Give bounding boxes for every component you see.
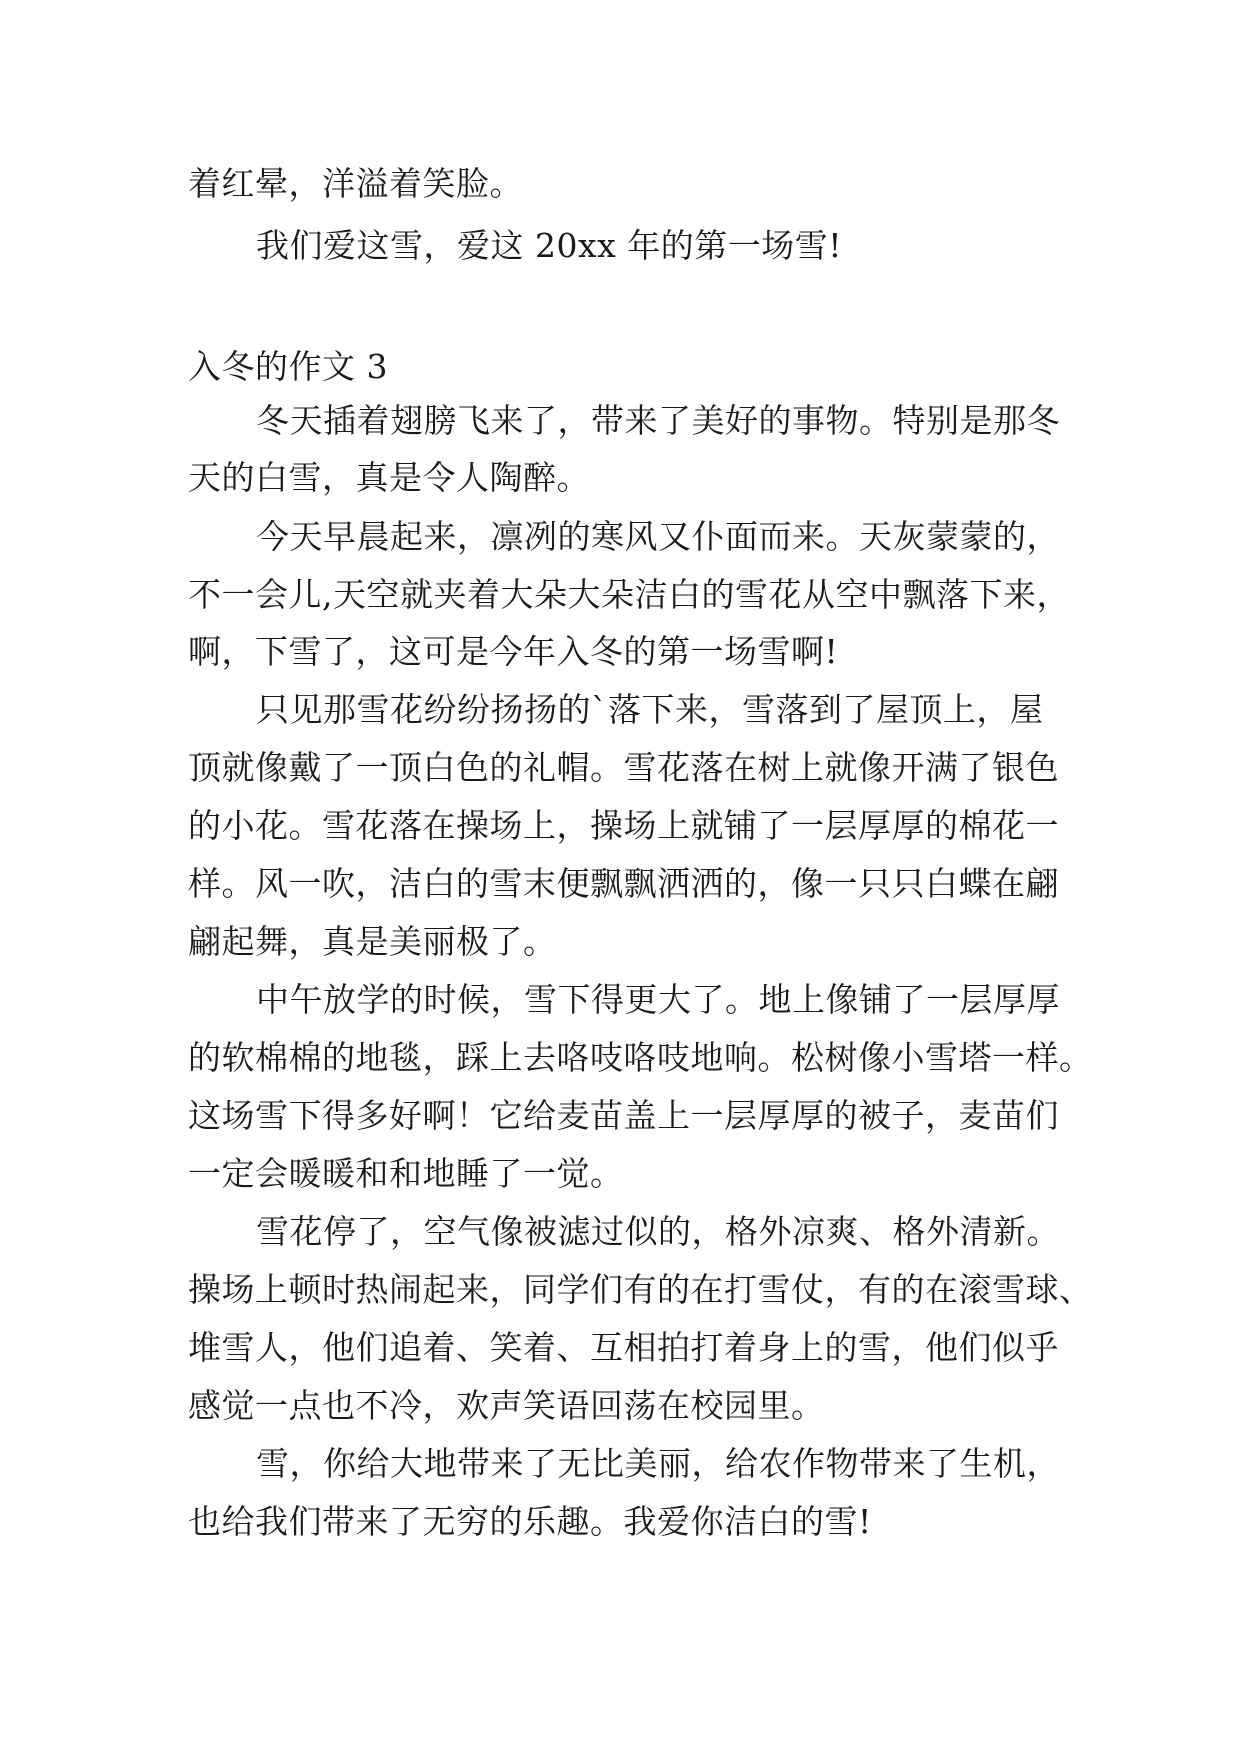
paragraph-line: 堆雪人，他们追着、笑着、互相拍打着身上的雪，他们似乎 [188,1328,1059,1367]
paragraph-line: 这场雪下得多好啊！它给麦苗盖上一层厚厚的被子，麦苗们 [188,1096,1059,1135]
paragraph-line: 样。风一吹，洁白的雪末便飘飘洒洒的，像一只只白蝶在翩 [188,864,1059,903]
paragraph-line: 只见那雪花纷纷扬扬的`落下来，雪落到了屋顶上，屋 [256,690,1044,729]
paragraph-line: 啊，下雪了，这可是今年入冬的第一场雪啊! [188,632,839,671]
section-title: 入冬的作文 3 [188,347,388,386]
paragraph-line: 雪，你给大地带来了无比美丽，给农作物带来了生机， [256,1444,1060,1483]
paragraph-line: 的软棉棉的地毯，踩上去咯吱咯吱地响。松树像小雪塔一样。 [188,1038,1093,1077]
paragraph-line: 天的白雪，真是令人陶醉。 [188,458,590,497]
paragraph-line: 今天早晨起来，凛冽的寒风又仆面而来。天灰蒙蒙的， [256,517,1060,556]
paragraph-line: 冬天插着翅膀飞来了，带来了美好的事物。特别是那冬 [256,401,1060,440]
paragraph-line: 一定会暖暖和和地睡了一觉。 [188,1154,624,1193]
paragraph-line: 也给我们带来了无穷的乐趣。我爱你洁白的雪! [188,1502,872,1541]
paragraph-line: 操场上顿时热闹起来，同学们有的在打雪仗，有的在滚雪球、 [188,1270,1093,1309]
paragraph-line: 雪花停了，空气像被滤过似的，格外凉爽、格外清新。 [256,1212,1060,1251]
paragraph-line: 翩起舞，真是美丽极了。 [188,922,557,961]
paragraph-line: 不一会儿,天空就夹着大朵大朵洁白的雪花从空中飘落下来， [188,575,1070,614]
paragraph-line: 中午放学的时候，雪下得更大了。地上像铺了一层厚厚 [256,980,1060,1019]
paragraph-line: 顶就像戴了一顶白色的礼帽。雪花落在树上就像开满了银色 [188,748,1059,787]
paragraph-line: 感觉一点也不冷，欢声笑语回荡在校园里。 [188,1386,825,1425]
paragraph-line: 我们爱这雪，爱这 20xx 年的第一场雪! [256,226,842,265]
paragraph-line: 的小花。雪花落在操场上，操场上就铺了一层厚厚的棉花一 [188,806,1059,845]
paragraph-line: 着红晕，洋溢着笑脸。 [188,164,523,203]
